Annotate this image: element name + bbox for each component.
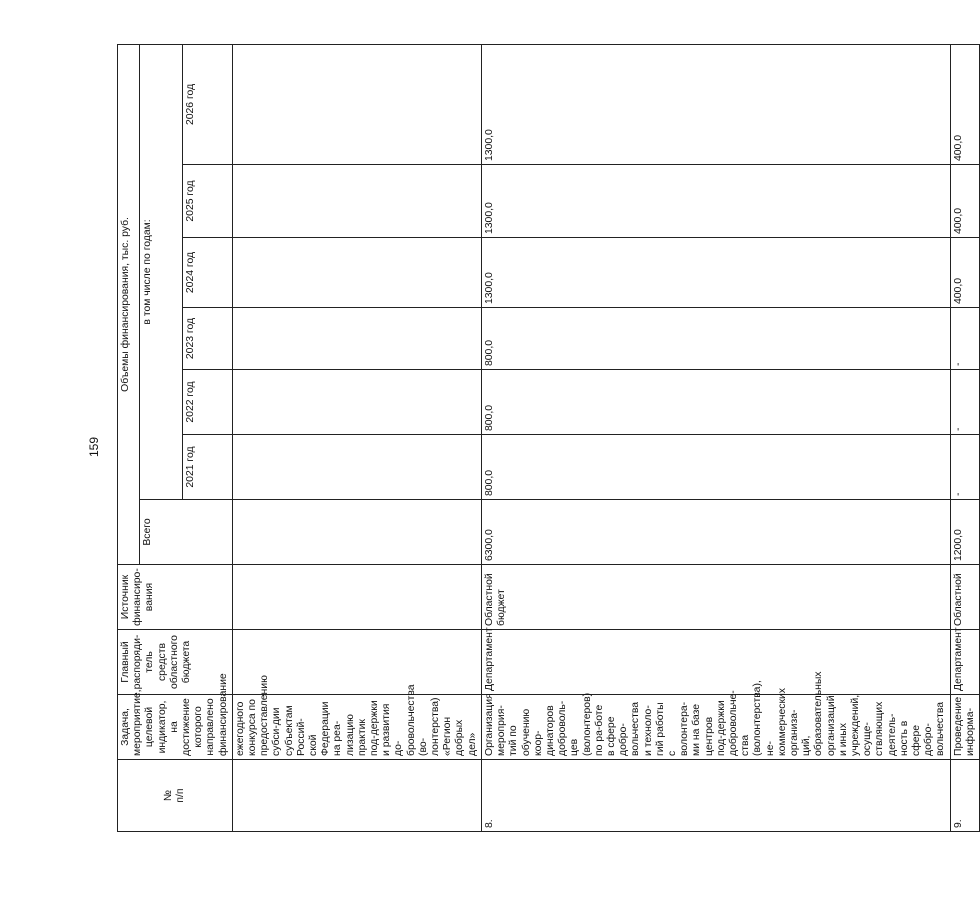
cell-value: 400,0 [950, 238, 979, 308]
cell-value: 800,0 [481, 308, 950, 370]
header-by-years: в том числе по годам: [140, 44, 183, 499]
cell-value [232, 165, 481, 238]
cell-value [232, 370, 481, 435]
cell-value: 1300,0 [481, 238, 950, 308]
cell-task: Проведение информа- [950, 695, 979, 760]
table-frame [117, 54, 976, 832]
cell-value: 400,0 [950, 44, 979, 164]
cell-source: Областной бюджет [481, 565, 950, 630]
header-year: 2024 год [182, 238, 232, 308]
header-year: 2021 год [182, 435, 232, 500]
cell-value: - [950, 435, 979, 500]
cell-value: 800,0 [481, 435, 950, 500]
table-row [950, 44, 979, 831]
table-row [481, 44, 950, 831]
cell-total: 1200,0 [950, 500, 979, 565]
header-year: 2026 год [182, 44, 232, 164]
cell-total [232, 500, 481, 565]
header-year: 2022 год [182, 370, 232, 435]
cell-task: Организация мероприя-тий по обучению коор-динаторов доброволь-цев (волонтеров) по ра-боте в сфере добро-вольчества и техноло-гий работы с волонтера-ми на базе центров под-держки добровольче-ства (волонтерства), не-коммерческих организа-ций, образовательных организаций и иных учреждений, осуще-ствляющих деятель-ность в сфере добро-вольчества [481, 695, 950, 760]
cell-value [232, 435, 481, 500]
table-row [232, 44, 481, 831]
financing-table [117, 44, 980, 832]
header-year: 2025 год [182, 165, 232, 238]
cell-source: Областной [950, 565, 979, 630]
cell-value [232, 44, 481, 164]
cell-num [232, 760, 481, 832]
cell-manager: Департамент [481, 630, 950, 695]
cell-value [232, 308, 481, 370]
cell-value: - [950, 308, 979, 370]
cell-value: 1300,0 [481, 44, 950, 164]
cell-value [232, 238, 481, 308]
header-year: 2023 год [182, 308, 232, 370]
header-manager: Главный распоряди-тель средств областного бюджета [118, 630, 233, 695]
cell-value: 1300,0 [481, 165, 950, 238]
cell-manager: Департамент [950, 630, 979, 695]
cell-value: 400,0 [950, 165, 979, 238]
header-volumes: Объемы финансирования, тыс. руб. [118, 44, 140, 564]
header-task: Задача, мероприятие, целевой индикатор, на достижение которого направлено финансирование [118, 695, 233, 760]
header-source: Источник финансиро-вания [118, 565, 233, 630]
header-num: № п/п [118, 760, 233, 832]
cell-source [232, 565, 481, 630]
cell-num: 8. [481, 760, 950, 832]
cell-task: ежегодного конкурса по предоставлению субси-дии субъектам Россий-ской Федерации на реа-лизацию практик под-держки и развития до-бровольчества (во-лонтерства) «Регион добрых дел» [232, 695, 481, 760]
cell-total: 6300,0 [481, 500, 950, 565]
cell-value: - [950, 370, 979, 435]
cell-num: 9. [950, 760, 979, 832]
rotated-table-container [117, 54, 976, 832]
page-number: 159 [87, 436, 101, 457]
header-total: Всего [140, 500, 233, 565]
cell-value: 800,0 [481, 370, 950, 435]
